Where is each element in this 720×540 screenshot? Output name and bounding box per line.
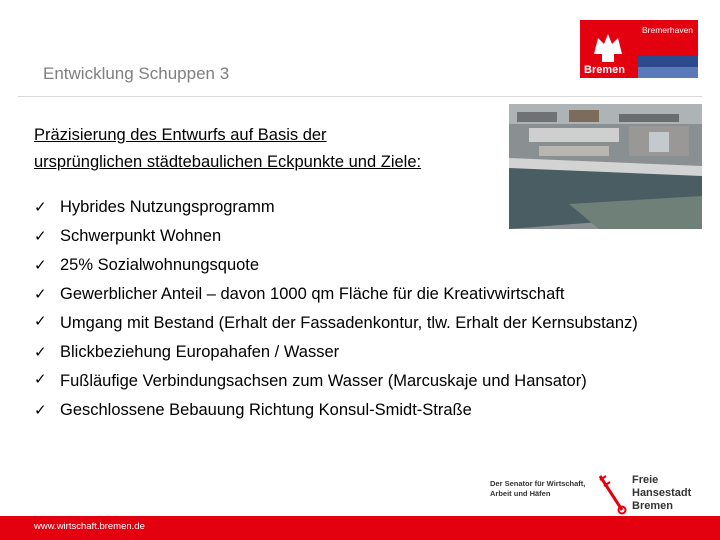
bremen-key-icon xyxy=(600,476,626,514)
list-item: ✓ Umgang mit Bestand (Erhalt der Fassadenkontur, tlw. Erhalt der Kernsubstanz) xyxy=(34,309,694,338)
list-item: ✓ Schwerpunkt Wohnen xyxy=(34,222,694,251)
svg-text:Bremen: Bremen xyxy=(632,500,673,512)
logo-blue-band xyxy=(638,56,698,67)
checkmark-icon: ✓ xyxy=(34,198,47,216)
logo-water-band xyxy=(638,67,698,78)
list-item: ✓ Hybrides Nutzungsprogramm xyxy=(34,193,694,222)
checkmark-icon: ✓ xyxy=(34,370,47,388)
footer-bar xyxy=(0,516,720,540)
list-item: ✓ Fußläufige Verbindungsachsen zum Wasser (Marcuskaje und Hansator) xyxy=(34,367,694,396)
checkmark-icon: ✓ xyxy=(34,343,47,361)
list-item: ✓ Blickbeziehung Europahafen / Wasser xyxy=(34,338,694,367)
list-item: ✓ Geschlossene Bebauung Richtung Konsul-Smidt-Straße xyxy=(34,396,694,425)
senator-logo xyxy=(488,468,702,516)
checkmark-icon: ✓ xyxy=(34,285,47,303)
logo-bremen-text: Bremen xyxy=(584,64,625,76)
bremen-bremerhaven-logo xyxy=(580,20,698,78)
checkmark-icon: ✓ xyxy=(34,401,47,419)
header-divider xyxy=(18,96,702,97)
footer-url[interactable]: www.wirtschaft.bremen.de xyxy=(34,521,145,532)
checkmark-icon: ✓ xyxy=(34,312,47,330)
logo-bremerhaven-text: Bremerhaven xyxy=(642,25,694,35)
list-item: ✓ Gewerblicher Anteil – davon 1000 qm Fläche für die Kreativwirtschaft xyxy=(34,280,694,309)
checkmark-icon: ✓ xyxy=(34,227,47,245)
svg-text:Hansestadt: Hansestadt xyxy=(632,487,692,499)
intro-text xyxy=(34,122,421,176)
key-points-list xyxy=(34,193,694,425)
slide-title: Entwicklung Schuppen 3 xyxy=(43,64,230,83)
intro-line-1: Präzisierung des Entwurfs auf Basis der xyxy=(34,126,327,144)
list-item: ✓ 25% Sozialwohnungsquote xyxy=(34,251,694,280)
svg-text:Arbeit und Häfen: Arbeit und Häfen xyxy=(490,489,551,498)
checkmark-icon: ✓ xyxy=(34,256,47,274)
intro-line-2: ursprünglichen städtebaulichen Eckpunkte und Ziele: xyxy=(34,153,422,171)
svg-text:Der Senator für Wirtschaft,: Der Senator für Wirtschaft, xyxy=(490,479,586,488)
svg-text:Freie: Freie xyxy=(632,474,659,486)
